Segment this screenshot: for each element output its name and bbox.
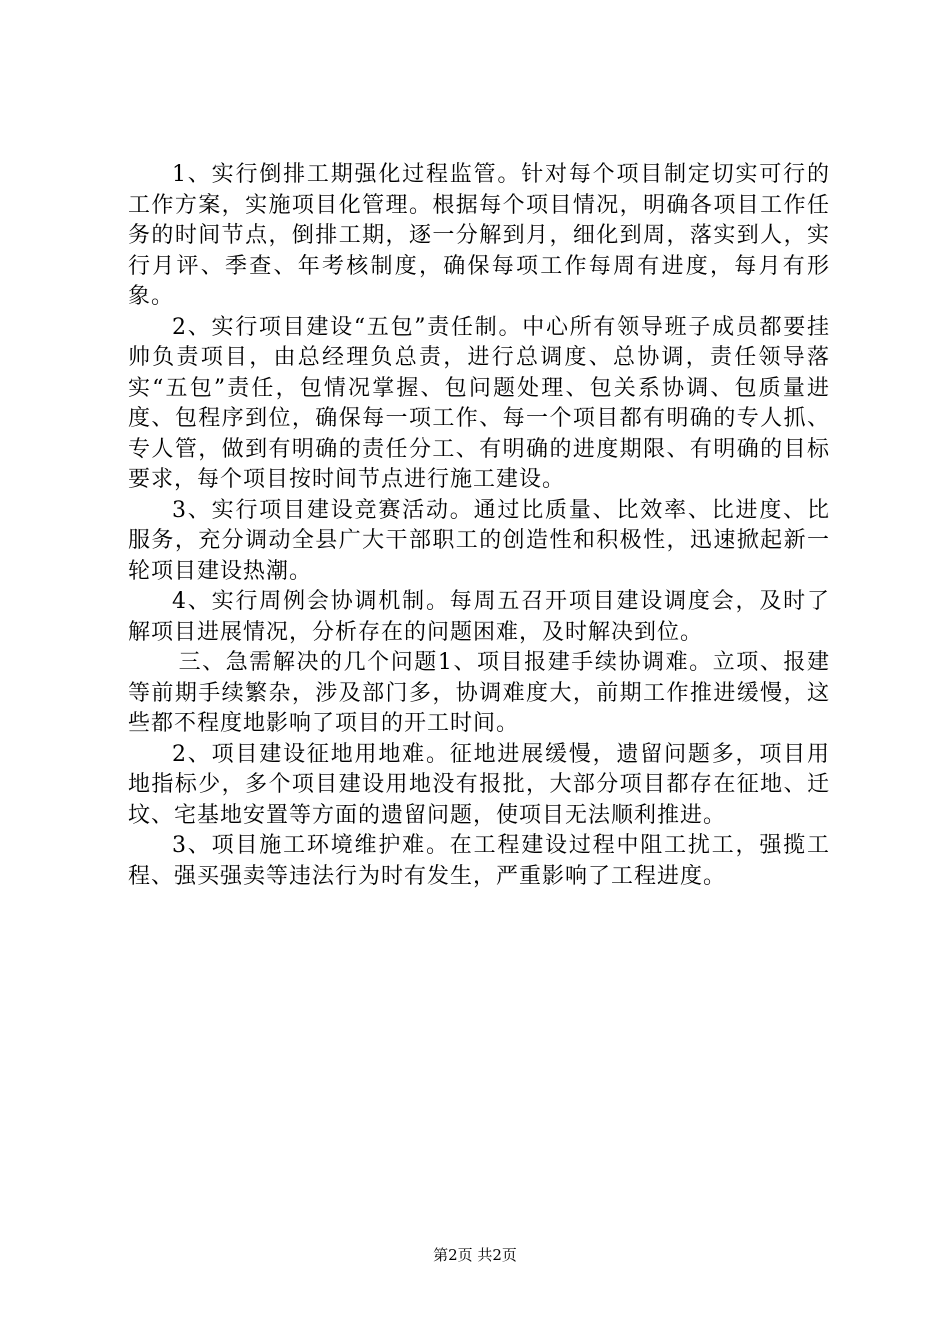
page-footer xyxy=(0,1245,950,1265)
paragraph-6: 2、项目建设征地用地难。征地进展缓慢，遗留问题多，项目用地指标少，多个项目建设用地没有报批，大部分项目都存在征地、迁坟、宅基地安置等方面的遗留问题，使项目无法顺利推进。 xyxy=(128,741,830,828)
paragraph-4: 4、实行周例会协调机制。每周五召开项目建设调度会，及时了解项目进展情况，分析存在的问题困难，及时解决到位。 xyxy=(128,589,830,645)
paragraph-5: 三、急需解决的几个问题1、项目报建手续协调难。立项、报建等前期手续繁杂，涉及部门多，协调难度大，前期工作推进缓慢，这些都不程度地影响了项目的开工时间。 xyxy=(128,650,830,736)
paragraph-1: 1、实行倒排工期强化过程监管。针对每个项目制定切实可行的工作方案，实施项目化管理。根据每个项目情况，明确各项目工作任务的时间节点，倒排工期，逐一分解到月，细化到周，落实到人，实行月评、季查、年考核制度，确保每项工作每周有进度，每月有形象。 xyxy=(128,162,830,309)
paragraph-3: 3、实行项目建设竞赛活动。通过比质量、比效率、比进度、比服务，充分调动全县广大干部职工的创造性和积极性，迅速掀起新一轮项目建设热潮。 xyxy=(128,497,830,584)
page-number-label: 第2页 共2页 xyxy=(433,1246,517,1264)
paragraph-2: 2、实行项目建设“五包”责任制。中心所有领导班子成员都要挂帅负责项目，由总经理负总责，进行总调度、总协调，责任领导落实“五包”责任，包情况掌握、包问题处理、包关系协调、包质量进度、包程序到位，确保每一项工作、每一个项目都有明确的专人抓、专人管，做到有明确的责任分工、有明确的进度期限、有明确的目标要求，每个项目按时间节点进行施工建设。 xyxy=(128,314,830,492)
document-body xyxy=(128,160,830,892)
paragraph-7: 3、项目施工环境维护难。在工程建设过程中阻工扰工，强揽工程、强买强卖等违法行为时有发生，严重影响了工程进度。 xyxy=(128,833,830,889)
